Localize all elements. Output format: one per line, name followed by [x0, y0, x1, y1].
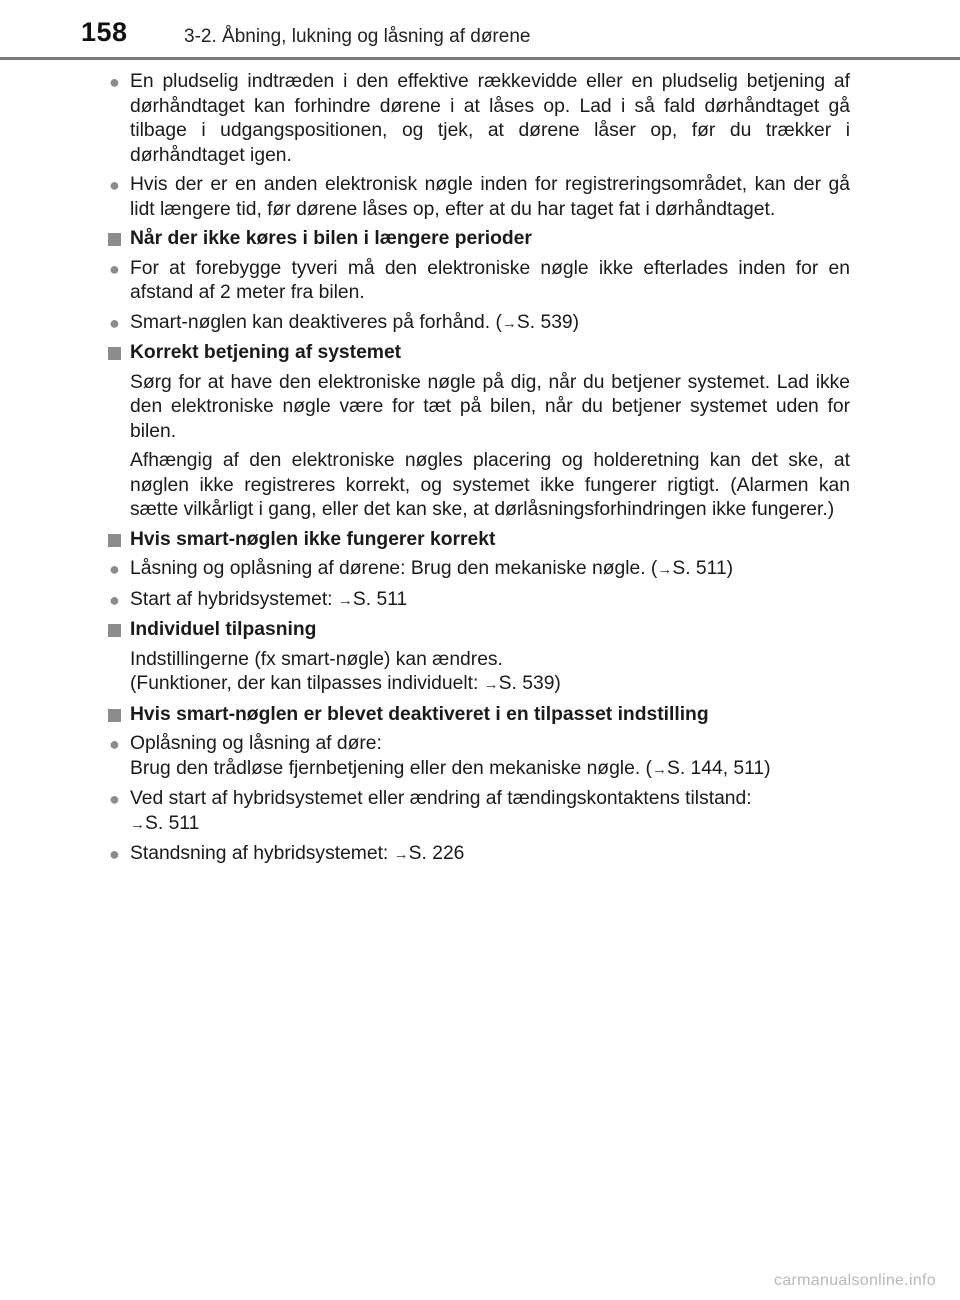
- bullet-line: [130, 812, 850, 838]
- arrow-right-icon: →: [651, 760, 667, 778]
- subsection-heading: [108, 341, 850, 366]
- page-reference-link[interactable]: S. 226: [408, 843, 465, 864]
- paragraph: [108, 648, 850, 698]
- round-bullet-icon: ●: [109, 312, 120, 333]
- page-header: [0, 0, 960, 60]
- page-reference-link[interactable]: S. 539): [516, 311, 580, 333]
- watermark-text: carmanualsonline.info: [774, 1272, 936, 1289]
- page-reference-link[interactable]: S. 511: [352, 588, 408, 610]
- round-bullet-icon: ●: [109, 72, 120, 92]
- line-text: Brug den trådløse fjernbetjening eller den mekaniske nøgle. (: [130, 757, 652, 779]
- bullet-text: Låsning og oplåsning af dørene: Brug den mekaniske nøgle. (: [130, 558, 658, 579]
- page-reference-link[interactable]: S. 511): [672, 558, 734, 579]
- square-bullet-icon: [108, 534, 121, 547]
- header-divider: [0, 57, 960, 60]
- bullet-item: [108, 787, 850, 837]
- arrow-right-icon: →: [393, 846, 409, 863]
- page-content: [108, 70, 850, 873]
- paragraph: Afhængig af den elektroniske nøgles placering og holderetning kan det ske, at nøglen ikke registreres korrekt, og systemet ikke fungerer rigtigt. (Alarmen kan sætte vilkårligt i gang, eller det kan ske, at dørlåsningsforhindringen ikke fungerer.): [130, 450, 850, 520]
- section-title: 3-2. Åbning, lukning og låsning af dørene: [184, 26, 531, 47]
- bullet-item: [108, 311, 850, 337]
- bullet-text: Standsning af hybridsystemet:: [130, 843, 394, 864]
- square-bullet-icon: [108, 233, 121, 246]
- page-reference-link[interactable]: S. 511: [145, 812, 200, 834]
- bullet-item: [108, 588, 850, 614]
- arrow-right-icon: →: [501, 314, 517, 332]
- arrow-right-icon: →: [657, 561, 673, 578]
- subsection-heading: [108, 703, 850, 728]
- arrow-right-icon: →: [483, 676, 499, 693]
- paragraph-line: Indstillingerne (fx smart-nøgle) kan ændres.: [130, 648, 503, 670]
- bullet-item: [108, 257, 850, 306]
- heading-text: Individuel tilpasning: [130, 619, 317, 640]
- page-reference-link[interactable]: S. 144, 511): [666, 757, 771, 779]
- square-bullet-icon: [108, 709, 121, 722]
- heading-text: Når der ikke køres i bilen i længere perioder: [130, 228, 532, 249]
- bullet-text: For at forebygge tyveri må den elektroniske nøgle ikke efterlades inden for en afstand af 2 meter fra bilen.: [130, 257, 850, 303]
- bullet-text: Smart-nøglen kan deaktiveres på forhånd. (: [130, 311, 502, 333]
- bullet-item: [108, 842, 850, 868]
- page-number: 158: [81, 17, 128, 47]
- round-bullet-icon: ●: [109, 589, 120, 610]
- round-bullet-icon: ●: [109, 734, 120, 754]
- heading-text: Hvis smart-nøglen er blevet deaktiveret i en tilpasset indstilling: [130, 703, 709, 725]
- line-text: (Funktioner, der kan tilpasses individuelt:: [130, 673, 484, 694]
- bullet-item: [108, 173, 850, 222]
- bullet-text: Hvis der er en anden elektronisk nøgle inden for registreringsområdet, kan der gå lidt længere tid, før dørene låses op, efter at du har taget fat i dørhåndtaget.: [130, 174, 850, 220]
- bullet-text: Oplåsning og låsning af døre:: [130, 733, 382, 754]
- square-bullet-icon: [108, 347, 121, 360]
- bullet-line: [130, 757, 850, 783]
- square-bullet-icon: [108, 624, 121, 637]
- paragraph-line: [130, 672, 850, 698]
- round-bullet-icon: ●: [109, 175, 120, 195]
- subsection-heading: [108, 528, 850, 553]
- page-reference-link[interactable]: S. 539): [498, 673, 561, 694]
- bullet-item: [108, 557, 850, 583]
- subsection-heading: [108, 227, 850, 252]
- arrow-right-icon: →: [337, 591, 353, 609]
- round-bullet-icon: ●: [109, 844, 120, 864]
- heading-text: Hvis smart-nøglen ikke fungerer korrekt: [130, 528, 496, 550]
- subsection-heading: [108, 618, 850, 643]
- bullet-text: Ved start af hybridsystemet eller ændring af tændingskontaktens tilstand:: [130, 788, 752, 809]
- bullet-item: [108, 732, 850, 782]
- arrow-right-icon: →: [130, 815, 145, 833]
- round-bullet-icon: ●: [109, 789, 120, 809]
- paragraph: Sørg for at have den elektroniske nøgle på dig, når du betjener systemet. Lad ikke den elektroniske nøgle være for tæt på bilen, når du betjener systemet uden for bilen.: [130, 371, 850, 442]
- heading-text: Korrekt betjening af systemet: [130, 342, 402, 363]
- round-bullet-icon: ●: [109, 559, 120, 579]
- bullet-item: [108, 70, 850, 168]
- bullet-text: En pludselig indtræden i den effektive rækkevidde eller en pludselig betjening af dørhåndtaget kan forhindre dørene i at låses op. Lad i så fald dørhåndtaget gå tilbage i udgangspositionen, og tjek, at dørene låser op, før du trækker i dørhåndtaget igen.: [130, 71, 850, 166]
- round-bullet-icon: ●: [109, 258, 120, 279]
- bullet-text: Start af hybridsystemet:: [130, 588, 338, 610]
